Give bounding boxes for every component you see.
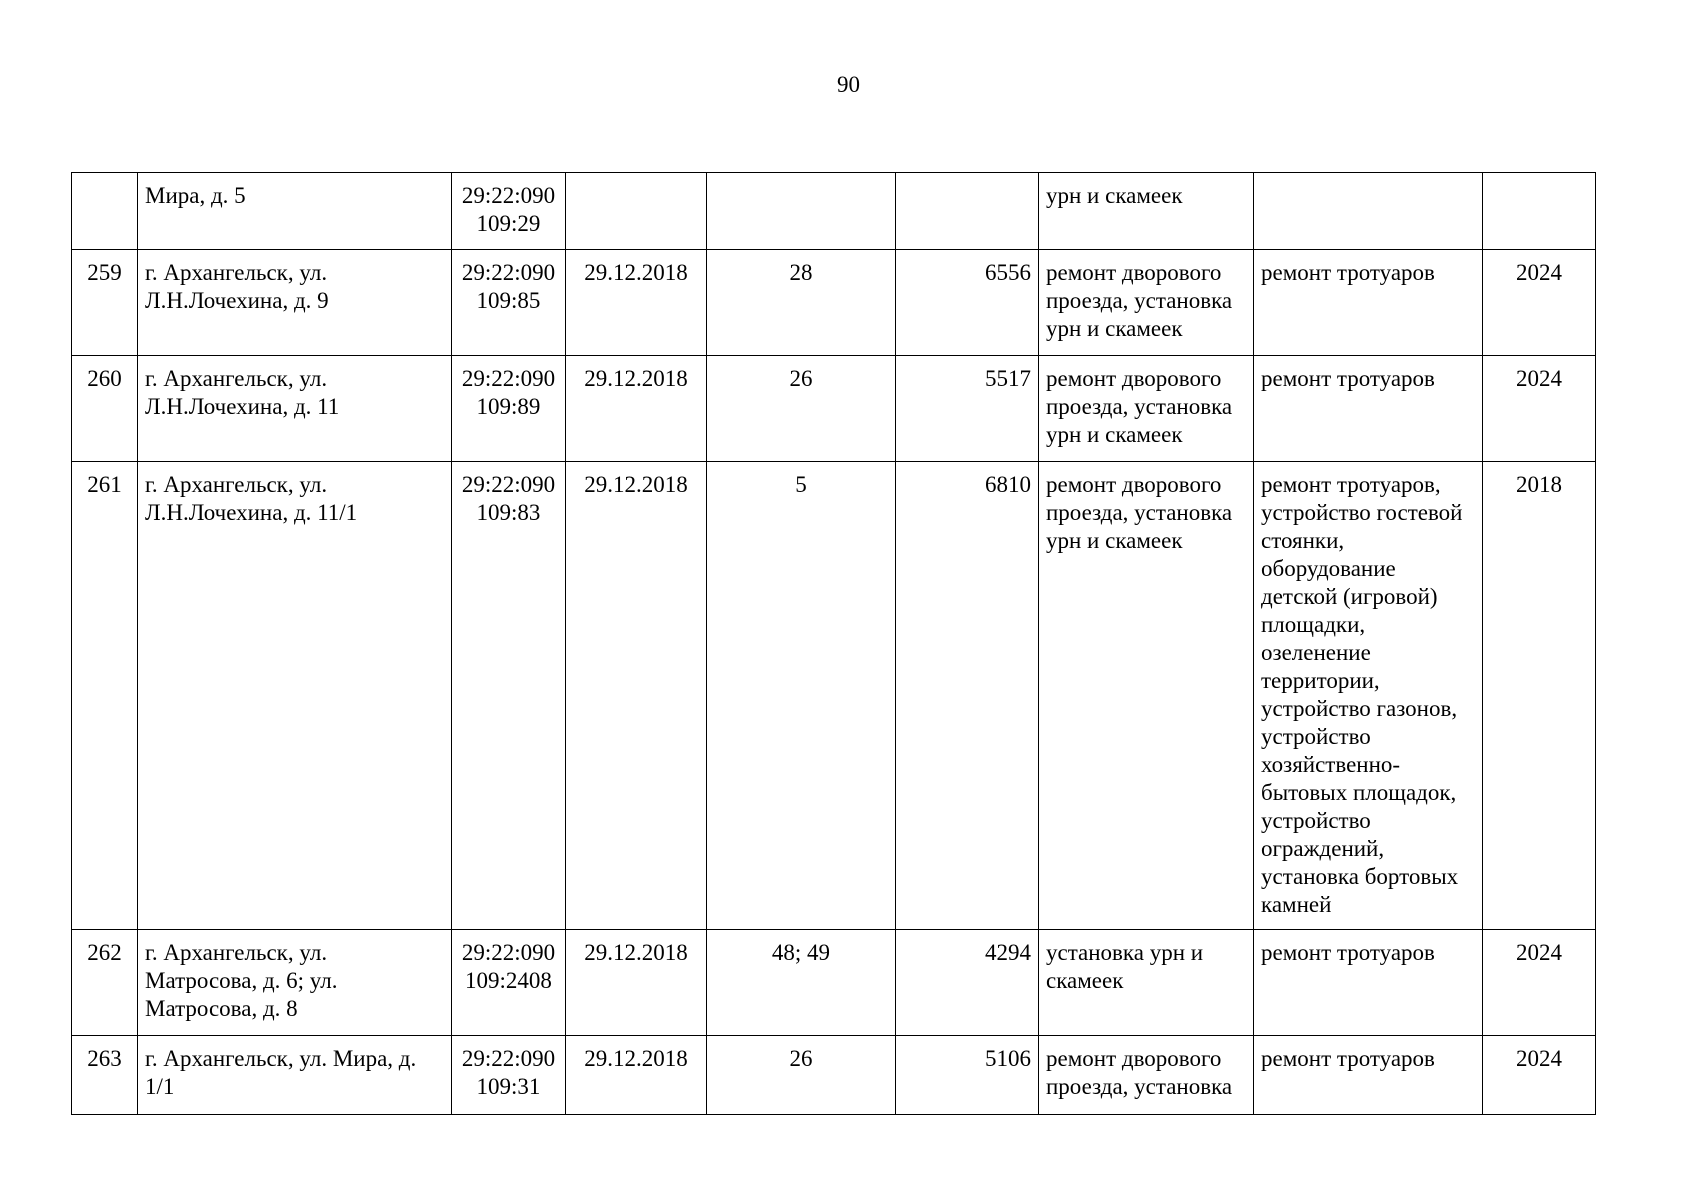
- row-number-cell: 262: [72, 930, 138, 1036]
- year-cell: 2024: [1483, 1036, 1596, 1115]
- table-row: [72, 173, 1596, 250]
- minimum-works-cell: ремонт дворового проезда, установка урн и скамеек: [1039, 356, 1254, 462]
- registry-table-body: [72, 173, 1596, 1115]
- row-number-cell: 260: [72, 356, 138, 462]
- address-cell: Мира, д. 5: [138, 173, 452, 250]
- cadastral-number-cell: 29:22:090 109:2408: [452, 930, 566, 1036]
- minimum-works-cell: урн и скамеек: [1039, 173, 1254, 250]
- address-cell: г. Архангельск, ул. Л.Н.Лочехина, д. 9: [138, 250, 452, 356]
- table-row: [72, 250, 1596, 356]
- date-cell: 29.12.2018: [566, 462, 707, 930]
- address-cell: г. Архангельск, ул. Мира, д. 1/1: [138, 1036, 452, 1115]
- year-cell: 2024: [1483, 250, 1596, 356]
- date-cell: 29.12.2018: [566, 250, 707, 356]
- date-cell: 29.12.2018: [566, 930, 707, 1036]
- year-cell: 2024: [1483, 930, 1596, 1036]
- area-cell: 6810: [896, 462, 1039, 930]
- address-cell: г. Архангельск, ул. Л.Н.Лочехина, д. 11/1: [138, 462, 452, 930]
- units-cell: 28: [707, 250, 896, 356]
- row-number-cell: 259: [72, 250, 138, 356]
- units-cell: 26: [707, 1036, 896, 1115]
- minimum-works-cell: ремонт дворового проезда, установка урн и скамеек: [1039, 250, 1254, 356]
- cadastral-number-cell: 29:22:090 109:85: [452, 250, 566, 356]
- area-cell: [896, 173, 1039, 250]
- address-cell: г. Архангельск, ул. Матросова, д. 6; ул. Матросова, д. 8: [138, 930, 452, 1036]
- area-cell: 5106: [896, 1036, 1039, 1115]
- address-cell: г. Архангельск, ул. Л.Н.Лочехина, д. 11: [138, 356, 452, 462]
- cadastral-number-cell: 29:22:090 109:83: [452, 462, 566, 930]
- cadastral-number-cell: 29:22:090 109:31: [452, 1036, 566, 1115]
- units-cell: 48; 49: [707, 930, 896, 1036]
- row-number-cell: 263: [72, 1036, 138, 1115]
- row-number-cell: 261: [72, 462, 138, 930]
- additional-works-cell: ремонт тротуаров: [1254, 356, 1483, 462]
- date-cell: [566, 173, 707, 250]
- year-cell: [1483, 173, 1596, 250]
- table-row: [72, 462, 1596, 930]
- cadastral-number-cell: 29:22:090 109:29: [452, 173, 566, 250]
- date-cell: 29.12.2018: [566, 356, 707, 462]
- registry-table: [71, 172, 1596, 1115]
- additional-works-cell: ремонт тротуаров: [1254, 930, 1483, 1036]
- page-number: 90: [837, 72, 860, 97]
- table-row: [72, 1036, 1596, 1115]
- area-cell: 4294: [896, 930, 1039, 1036]
- table-row: [72, 930, 1596, 1036]
- row-number-cell: [72, 173, 138, 250]
- cadastral-number-cell: 29:22:090 109:89: [452, 356, 566, 462]
- additional-works-cell: ремонт тротуаров, устройство гостевой стоянки, оборудование детской (игровой) площадки, озеленение территории, устройство газонов, устройство хозяйственно-бытовых площадок, устройство ограждений, установка бортовых камней: [1254, 462, 1483, 930]
- units-cell: 5: [707, 462, 896, 930]
- year-cell: 2018: [1483, 462, 1596, 930]
- additional-works-cell: ремонт тротуаров: [1254, 1036, 1483, 1115]
- additional-works-cell: ремонт тротуаров: [1254, 250, 1483, 356]
- units-cell: 26: [707, 356, 896, 462]
- minimum-works-cell: установка урн и скамеек: [1039, 930, 1254, 1036]
- additional-works-cell: [1254, 173, 1483, 250]
- minimum-works-cell: ремонт дворового проезда, установка урн и скамеек: [1039, 462, 1254, 930]
- table-row: [72, 356, 1596, 462]
- area-cell: 5517: [896, 356, 1039, 462]
- units-cell: [707, 173, 896, 250]
- minimum-works-cell: ремонт дворового проезда, установка: [1039, 1036, 1254, 1115]
- date-cell: 29.12.2018: [566, 1036, 707, 1115]
- area-cell: 6556: [896, 250, 1039, 356]
- year-cell: 2024: [1483, 356, 1596, 462]
